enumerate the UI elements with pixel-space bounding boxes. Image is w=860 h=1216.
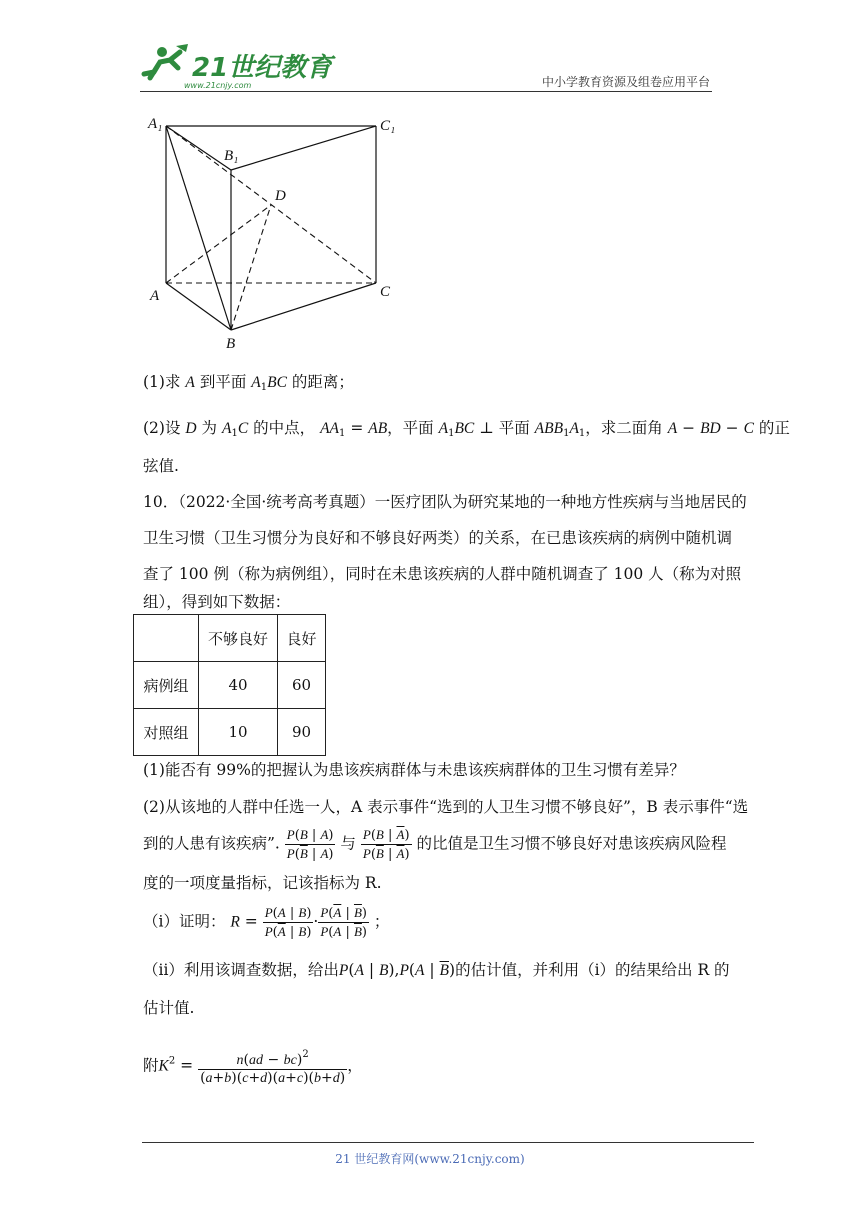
q9-part2-cont: 弦值. bbox=[143, 457, 179, 475]
svg-text:www.21cnjy.com: www.21cnjy.com bbox=[184, 81, 252, 90]
q10-part2-line1: (2)从该地的人群中任选一人，A 表示事件“选到的人卫生习惯不够良好”，B 表示事件“选 bbox=[143, 798, 749, 816]
table-header-cell: 不够良好 bbox=[199, 615, 278, 662]
table-header-row bbox=[134, 615, 326, 662]
q10-stem-line3: 查了 100 例（称为病例组），同时在未患该疾病的人群中随机调查了 100 人（称为对照 bbox=[143, 565, 742, 583]
fraction-p-b-given-not-a: $\frac{P(B | \overline{A})}{P(\overline{B} | \overline{A})}$ bbox=[362, 827, 410, 862]
label-c: C bbox=[380, 284, 391, 300]
label-d: D bbox=[275, 188, 286, 204]
survey-table bbox=[133, 614, 326, 756]
q9-part1: (1)求 A 到平面 $A_1BC$ 的距离； bbox=[143, 373, 354, 393]
q10-part1: (1)能否有 99%的把握认为患该疾病群体与未患该疾病群体的卫生习惯有差异？ bbox=[143, 761, 685, 779]
table-cell: 对照组 bbox=[134, 709, 199, 756]
svg-text:21世纪教育: 21世纪教育 bbox=[192, 53, 333, 83]
q10-stem-line4: 组），得到如下数据： bbox=[143, 593, 291, 611]
q10-stem-line1: 10．（2022·全国·统考高考真题）一医疗团队为研究某地的一种地方性疾病与当地居民的 bbox=[143, 493, 747, 511]
q10-part2-line3: 度的一项度量指标，记该指标为 R. bbox=[143, 874, 382, 892]
table-cell: 60 bbox=[278, 662, 326, 709]
table-header-cell bbox=[134, 615, 199, 662]
table-cell: 10 bbox=[199, 709, 278, 756]
table-cell: 90 bbox=[278, 709, 326, 756]
fraction-k-squared: $\frac{n(ad - bc)^2}{(a+b)(c+d)(a+c)(b+d)}$ bbox=[198, 1046, 347, 1087]
q10-appendix: 附$K^2$ = $\frac{n(ad - bc)^2}{(a+b)(c+d)(a+c)(b+d)}$ ， bbox=[143, 1046, 363, 1087]
footer-link[interactable]: 21 世纪教育网(www.21cnjy.com) bbox=[335, 1152, 525, 1166]
table-cell: 病例组 bbox=[134, 662, 199, 709]
label-a1: A₁ bbox=[148, 116, 163, 132]
label-a: A bbox=[150, 288, 160, 304]
header-divider bbox=[140, 91, 712, 92]
fraction-r-right: $\frac{P(\overline{A} | \overline{B})}{P(A | \overline{B})}$ bbox=[320, 905, 367, 940]
table-row bbox=[134, 709, 326, 756]
prism-figure bbox=[140, 110, 410, 355]
footer-divider bbox=[142, 1142, 754, 1143]
q10-part2-line2: 到的人患有该疾病”. $\frac{P(B | A)}{P(\overline{B} | A)}$ 与 $\frac{P(B | \overline{A})}{P(\overline{B} | \overline{A})}$ 的比值是卫生习惯不够良好对患该疾病风险程 bbox=[143, 827, 727, 862]
fraction-p-b-given-a: $\frac{P(B | A)}{P(\overline{B} | A)}$ bbox=[286, 827, 334, 862]
label-b1: B₁ bbox=[224, 148, 239, 164]
q10-sub-ii: （ii）利用该调查数据，给出P(A | B),P(A | $\overline{B}$)的估计值，并利用（i）的结果给出 R 的 bbox=[143, 961, 730, 979]
table-cell: 40 bbox=[199, 662, 278, 709]
logo-runner-icon bbox=[140, 38, 333, 90]
q9-part2: (2)设 D 为 $A_1C$ 的中点， $AA_1$ = AB，平面 $A_1BC$ ⊥ 平面 $ABB_1A_1$，求二面角 A − BD − C 的正 bbox=[143, 419, 790, 439]
label-c1: C₁ bbox=[380, 118, 396, 134]
table-row bbox=[134, 662, 326, 709]
header-platform-text: 中小学教育资源及组卷应用平台 bbox=[541, 75, 710, 89]
q10-sub-ii-cont: 估计值. bbox=[143, 999, 195, 1017]
label-b: B bbox=[226, 336, 236, 352]
q10-sub-i: （i）证明： R = $\frac{P(A | B)}{P(\overline{A} | B)}$ · $\frac{P(\overline{A} | \overline{B})}{P(A | \overline{B})}$ ； bbox=[143, 905, 390, 940]
table-header-cell: 良好 bbox=[278, 615, 326, 662]
fraction-r-left: $\frac{P(A | B)}{P(\overline{A} | B)}$ bbox=[264, 905, 312, 940]
q10-stem-line2: 卫生习惯（卫生习惯分为良好和不够良好两类）的关系，在已患该疾病的病例中随机调 bbox=[143, 529, 733, 547]
logo bbox=[140, 38, 333, 94]
